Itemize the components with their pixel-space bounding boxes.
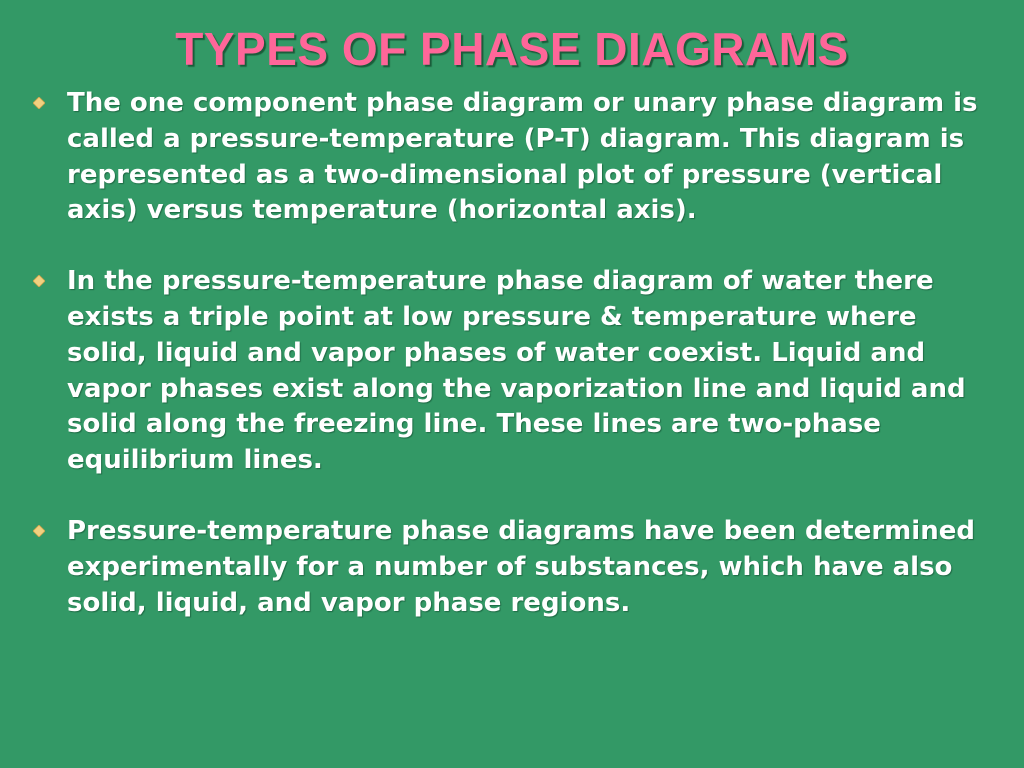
bullet-item xyxy=(30,514,995,621)
bullet-item xyxy=(30,264,995,479)
bullet-item xyxy=(30,86,995,229)
bullet-text: The one component phase diagram or unary phase diagram is called a pressure-temperature (P-T) diagram. This diagram is represented as a two-dimensional plot of pressure (vertical axis) versus temperature (horizontal axis). xyxy=(67,88,978,226)
slide-title: TYPES OF PHASE DIAGRAMS xyxy=(175,23,849,75)
diamond-bullet-icon xyxy=(33,525,45,537)
bullet-list xyxy=(30,86,995,621)
diamond-bullet-icon xyxy=(33,97,45,109)
diamond-bullet-icon xyxy=(33,275,45,287)
bullet-text: In the pressure-temperature phase diagram of water there exists a triple point at low pressure & temperature where solid, liquid and vapor phases of water coexist. Liquid and vapor phases exist along the vaporization line and liquid and solid along the freezing line. These lines are two-phase equilibrium lines. xyxy=(67,266,966,476)
bullet-text: Pressure-temperature phase diagrams have been determined experimentally for a number of substances, which have also solid, liquid, and vapor phase regions. xyxy=(67,515,975,618)
